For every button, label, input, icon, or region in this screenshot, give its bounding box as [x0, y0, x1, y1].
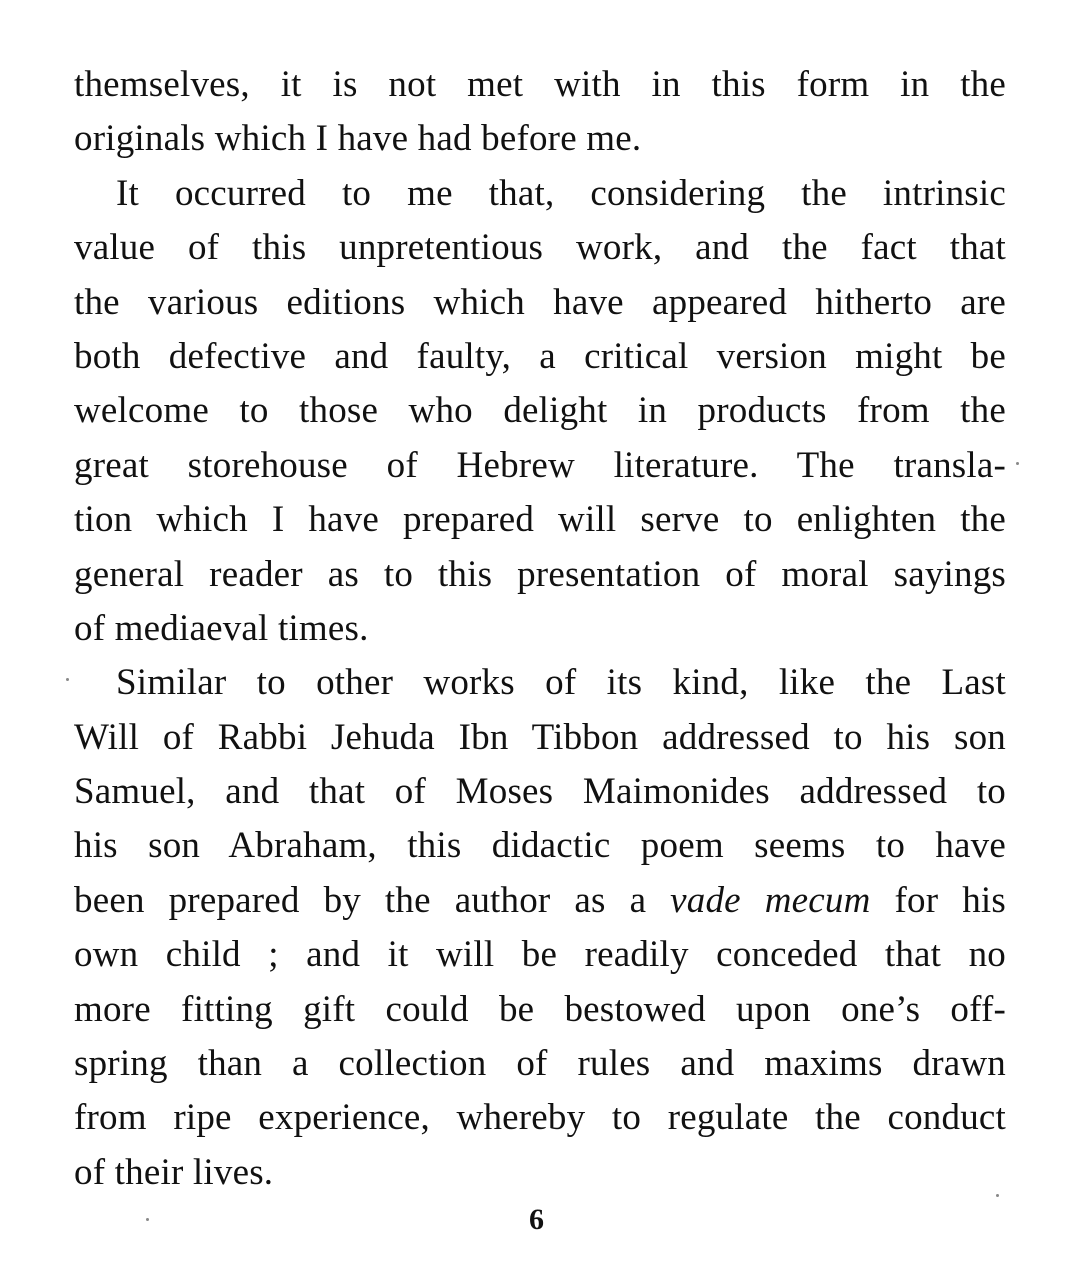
text-line: his son Abraham, this didactic poem seems to have	[74, 825, 1006, 867]
paragraph-1	[74, 58, 1006, 167]
italic-phrase: vade mecum	[670, 879, 871, 921]
text-line: Will of Rabbi Jehuda Ibn Tibbon addressed to his son	[74, 716, 1006, 758]
text-line: own child ; and it will be readily conceded that no	[74, 934, 1006, 976]
text-line: Samuel, and that of Moses Maimonides addressed to	[74, 771, 1006, 813]
text-line: the various editions which have appeared hitherto are	[74, 281, 1006, 323]
page-number: 6	[529, 1203, 544, 1236]
text-line: of their lives.	[74, 1151, 274, 1193]
text-line: welcome to those who delight in products from the	[74, 390, 1006, 432]
text-line: of mediaeval times.	[74, 607, 369, 649]
text-line: Similar to other works of its kind, like the Last	[116, 662, 1006, 704]
text-line: originals which I have had before me.	[74, 118, 642, 160]
text-line: great storehouse of Hebrew literature. The transla-	[74, 444, 1006, 486]
text-line: tion which I have prepared will serve to enlighten the	[74, 499, 1006, 541]
text-line: spring than a collection of rules and maxims drawn	[74, 1043, 1006, 1085]
text-line: both defective and faulty, a critical version might be	[74, 335, 1006, 377]
scan-speck	[996, 1194, 999, 1197]
text-line: themselves, it is not met with in this form in the	[74, 64, 1006, 105]
scan-speck	[1016, 462, 1019, 465]
text-line-with-italic	[74, 874, 1006, 928]
scan-speck	[146, 1218, 149, 1221]
scan-speck	[66, 678, 69, 681]
page-body	[74, 58, 1006, 1200]
text-line: general reader as to this presentation of moral sayings	[74, 553, 1006, 595]
paragraph-2	[74, 167, 1006, 657]
text-line: from ripe experience, whereby to regulate the conduct	[74, 1097, 1006, 1139]
text-line: value of this unpretentious work, and the fact that	[74, 227, 1006, 269]
text-segment: for his	[870, 879, 1007, 921]
text-line: It occurred to me that, considering the intrinsic	[116, 172, 1006, 214]
paragraph-3	[74, 656, 1006, 1200]
text-line: more fitting gift could be bestowed upon one’s off-	[74, 988, 1006, 1030]
text-segment: been prepared by the author as a	[74, 879, 671, 921]
